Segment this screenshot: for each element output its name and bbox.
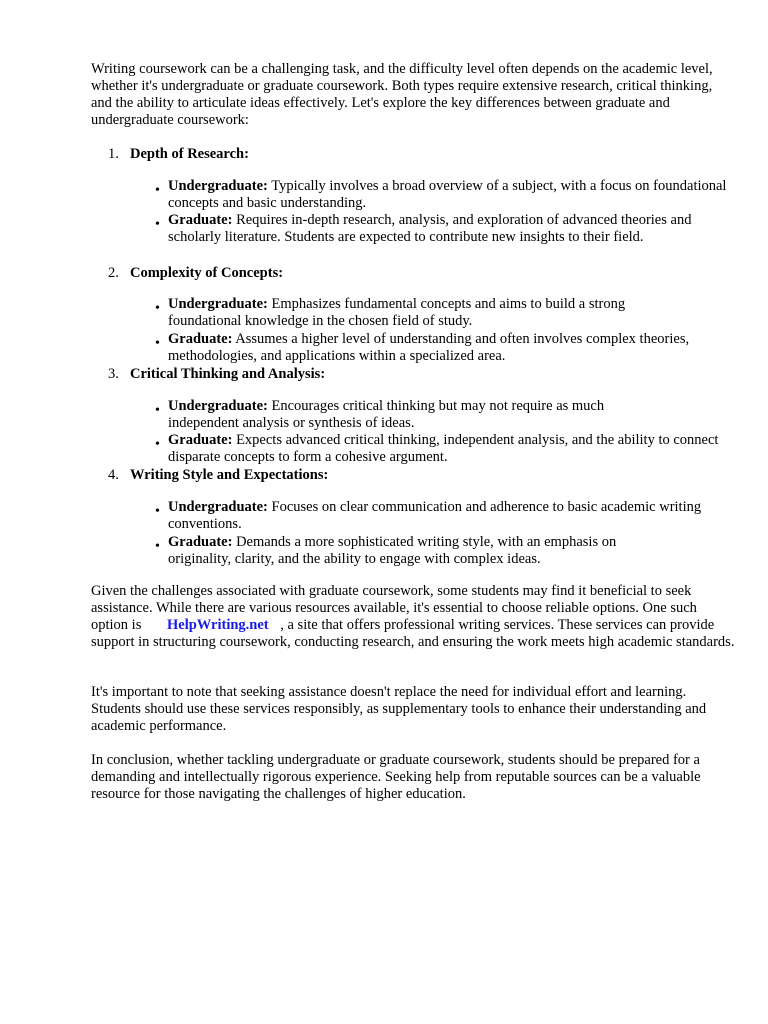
- assistance-paragraph: [91, 583, 736, 651]
- list-item: [168, 331, 728, 365]
- list-item: [168, 212, 708, 246]
- section-heading: Complexity of Concepts:: [130, 265, 284, 281]
- item-term: Graduate:: [168, 331, 233, 347]
- helpwriting-link[interactable]: HelpWriting.net: [166, 617, 269, 633]
- bullet-icon: •: [155, 217, 160, 232]
- item-term: Undergraduate:: [168, 398, 268, 414]
- bullet-icon: •: [155, 437, 160, 452]
- section-number: 3.: [108, 366, 119, 382]
- item-text: Typically involves a broad overview of a subject, with a focus on foundational concepts and basic understanding.: [168, 178, 727, 211]
- item-term: Undergraduate:: [168, 499, 268, 515]
- item-term: Undergraduate:: [168, 178, 268, 194]
- bullet-icon: •: [155, 504, 160, 519]
- section-number: 4.: [108, 467, 119, 483]
- bullet-icon: •: [155, 539, 160, 554]
- bullet-icon: •: [155, 301, 160, 316]
- item-term: Graduate:: [168, 534, 233, 550]
- item-term: Graduate:: [168, 432, 233, 448]
- assist-text-after: , a site that offers professional writing services. These services can provide support in structuring coursework, conducting research, and ensuring the work meets high academic standards.: [91, 617, 735, 650]
- item-term: Graduate:: [168, 212, 233, 228]
- assist-text-before: Given the challenges associated with graduate coursework, some students may find it beneficial to seek assistance. While there are various resources available, it's essential to choose reliable options. One such option is: [91, 583, 697, 633]
- list-item: [168, 178, 728, 212]
- bullet-icon: •: [155, 183, 160, 198]
- item-text: Focuses on clear communication and adherence to basic academic writing conventions.: [168, 499, 702, 532]
- item-term: Undergraduate:: [168, 296, 268, 312]
- item-text: Requires in-depth research, analysis, and exploration of advanced theories and scholarly literature. Students are expected to contribute new insights to their field.: [168, 212, 692, 245]
- list-item: [168, 499, 728, 533]
- list-item: [168, 296, 688, 330]
- section-heading: Critical Thinking and Analysis:: [130, 366, 326, 382]
- note-paragraph: It's important to note that seeking assistance doesn't replace the need for individual effort and learning. Students should use these services responsibly, as supplementary tools to enhance their understanding and academic performance.: [91, 684, 707, 734]
- section-heading: Writing Style and Expectations:: [130, 467, 329, 483]
- item-text: Demands a more sophisticated writing style, with an emphasis on originality, clarity, and the ability to engage with complex ideas.: [168, 534, 617, 567]
- list-item: [168, 398, 668, 432]
- item-text: Assumes a higher level of understanding and often involves complex theories, methodologies, and applications within a specialized area.: [168, 331, 690, 364]
- list-item: [168, 432, 728, 466]
- intro-paragraph: Writing coursework can be a challenging task, and the difficulty level often depends on the academic level, whether it's undergraduate or graduate coursework. Both types require extensive research, critical thinking, and the ability to articulate ideas effectively. Let's explore the key differences between graduate and undergraduate coursework:: [91, 61, 713, 128]
- section-heading: Depth of Research:: [130, 146, 249, 162]
- list-item: [168, 534, 668, 568]
- bullet-icon: •: [155, 336, 160, 351]
- section-number: 2.: [108, 265, 119, 281]
- bullet-icon: •: [155, 403, 160, 418]
- item-text: Expects advanced critical thinking, independent analysis, and the ability to connect disparate concepts to form a cohesive argument.: [168, 432, 719, 465]
- conclusion-paragraph: In conclusion, whether tackling undergraduate or graduate coursework, students should be prepared for a demanding and intellectually rigorous experience. Seeking help from reputable sources can be a valuable resource for those navigating the challenges of higher education.: [91, 752, 701, 802]
- section-number: 1.: [108, 146, 119, 162]
- item-text: Encourages critical thinking but may not require as much independent analysis or synthesis of ideas.: [168, 398, 605, 431]
- item-text: Emphasizes fundamental concepts and aims to build a strong foundational knowledge in the chosen field of study.: [168, 296, 626, 329]
